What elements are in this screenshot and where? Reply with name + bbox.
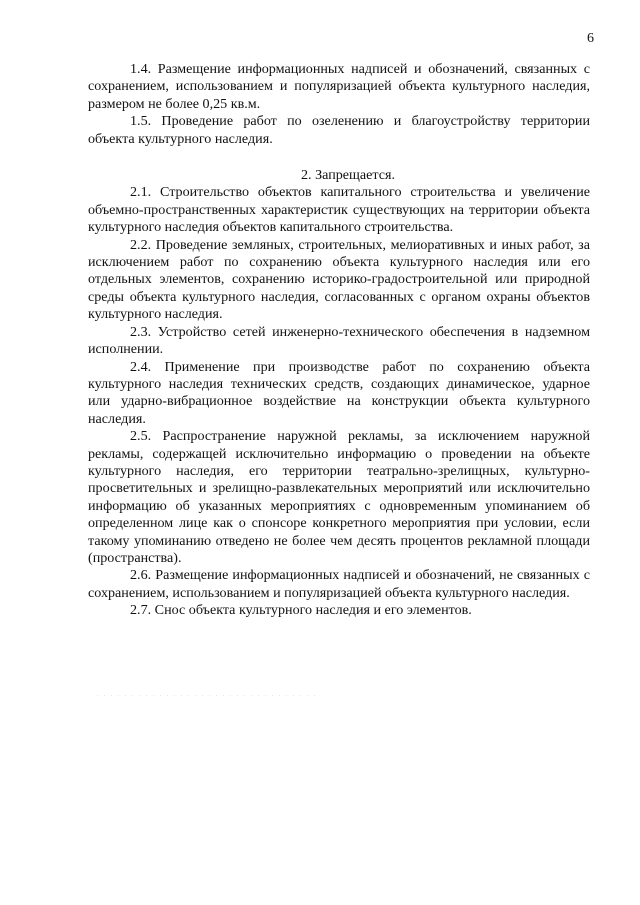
- scan-artifact-line: [97, 695, 317, 696]
- paragraph-1-4: 1.4. Размещение информационных надписей и обозначений, связанных с сохранением, использованием и популяризацией объекта культурного наследия, размером не более 0,25 кв.м.: [88, 61, 590, 112]
- paragraph-2-6: 2.6. Размещение информационных надписей и обозначений, не связанных с сохранением, использованием и популяризацией объекта культурного наследия.: [88, 567, 590, 601]
- document-body: [88, 61, 590, 620]
- paragraph-2-2: 2.2. Проведение земляных, строительных, мелиоративных и иных работ, за исключением работ по сохранению объекта культурного наследия или его отдельных элементов, сохранению историко-градостроительной или природной среды объекта культурного наследия, согласованных с органом охраны объектов культурного наследия.: [88, 236, 590, 323]
- paragraph-1-5: 1.5. Проведение работ по озеленению и благоустройству территории объекта культурного наследия.: [88, 113, 590, 147]
- paragraph-2-1: 2.1. Строительство объектов капитального строительства и увеличение объемно-пространственных характеристик существующих на территории объекта культурного наследия объектов капитального строительства.: [88, 184, 590, 236]
- paragraph-2-5: 2.5. Распространение наружной рекламы, за исключением наружной рекламы, содержащей исключительно информацию о проведении на объекте культурного наследия, его территории театрально-зрелищных, культурно-просветительных и зрелищно-развлекательных мероприятий или исключительно информацию об указанных мероприятиях с одновременным упоминанием об определенном лице как о спонсоре конкретного мероприятия при условии, если такому упоминанию отведено не более чем десять процентов рекламной площади (пространства).: [88, 428, 590, 566]
- paragraph-2-7: 2.7. Снос объекта культурного наследия и его элементов.: [130, 602, 472, 619]
- section-2-heading: 2. Запрещается.: [300, 167, 396, 184]
- paragraph-2-4: 2.4. Применение при производстве работ по сохранению объекта культурного наследия технических средств, создающих динамическое, ударное или ударно-вибрационное воздействие на конструкции объекта культурного наследия.: [88, 358, 590, 427]
- paragraph-2-3: 2.3. Устройство сетей инженерно-технического обеспечения в надземном исполнении.: [88, 323, 590, 358]
- page-number: 6: [587, 31, 594, 46]
